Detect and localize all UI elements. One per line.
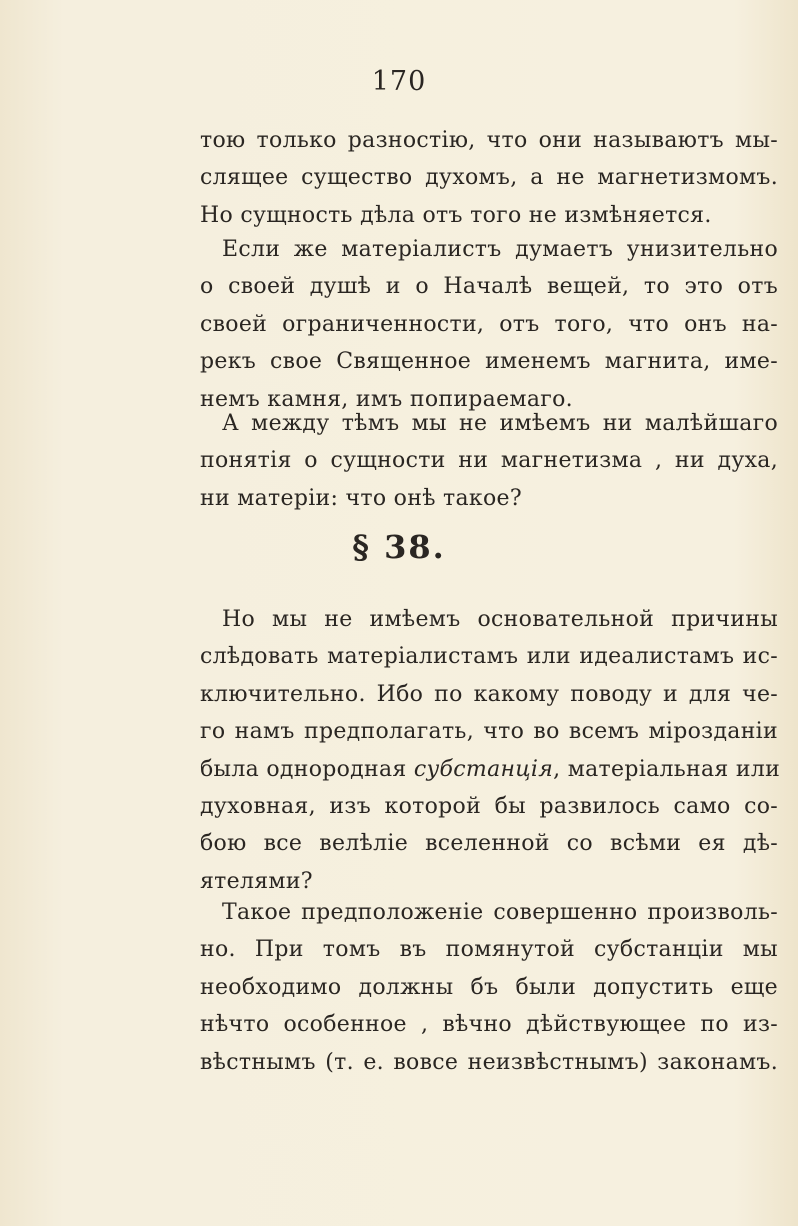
text-line: духовная, изъ которой бы развилось само со- [200,793,778,819]
paragraph-understanding [200,405,778,517]
text-line: слѣдовать матеріалистамъ или идеалистамъ ис- [200,644,778,670]
text-line: Но сущность дѣла отъ того не измѣняется. [200,202,712,228]
paragraph-assumption [200,894,778,1081]
text-line: А между тѣмъ мы не имѣемъ ни малѣйшаго [222,411,778,436]
paragraph-materialist [200,231,778,418]
text-line: ключительно. Ибо по какому поводу и для че- [200,681,778,707]
text-line: рекъ свое Священное именемъ магнита, име- [200,349,778,375]
page-number: 170 [371,66,427,97]
text-line: Такое предположеніе совершенно произволь- [222,900,778,925]
text-line: нѣчто особенное , вѣчно дѣйствующее по из- [200,1012,778,1038]
text-line: немъ камня, имъ попираемаго. [200,386,573,412]
italic-term: субстанція [413,756,554,782]
section-heading: § 38. [352,528,446,566]
text-line: Если же матеріалистъ думаетъ унизительно [222,237,778,262]
text-line: вѣстнымъ (т. е. вовсе неизвѣстнымъ) законамъ. [200,1049,778,1075]
paragraph-substance [200,601,781,900]
text-line: бою все велѣліе вселенной со всѣми ея дѣ- [200,831,778,857]
text-line: необходимо должны бъ были допустить еще [200,974,778,1000]
text-line: ятелями? [200,868,313,894]
text-line: о своей душѣ и о Началѣ вещей, то это отъ [200,274,778,300]
text-segment: , матеріальная или [553,756,781,782]
text-line: своей ограниченности, отъ того, что онъ на- [200,311,778,337]
text-line: но. При томъ въ помянутой субстанціи мы [200,937,778,963]
text-line-with-italic [200,751,781,788]
text-line: слящее существо духомъ, а не магнетизмомъ. [200,165,778,191]
text-line: тою только разностію, что они называютъ мы- [200,128,778,153]
text-line: ни матеріи: что онѣ такое? [200,485,522,511]
text-line: понятія о сущности ни магнетизма , ни духа, [200,448,778,474]
text-segment: была однородная [200,756,414,782]
text-line: го намъ предполагать, что во всемъ мірозданіи [200,719,778,745]
paragraph-continuation [200,122,778,234]
text-line: Но мы не имѣемъ основательной причины [222,607,778,632]
